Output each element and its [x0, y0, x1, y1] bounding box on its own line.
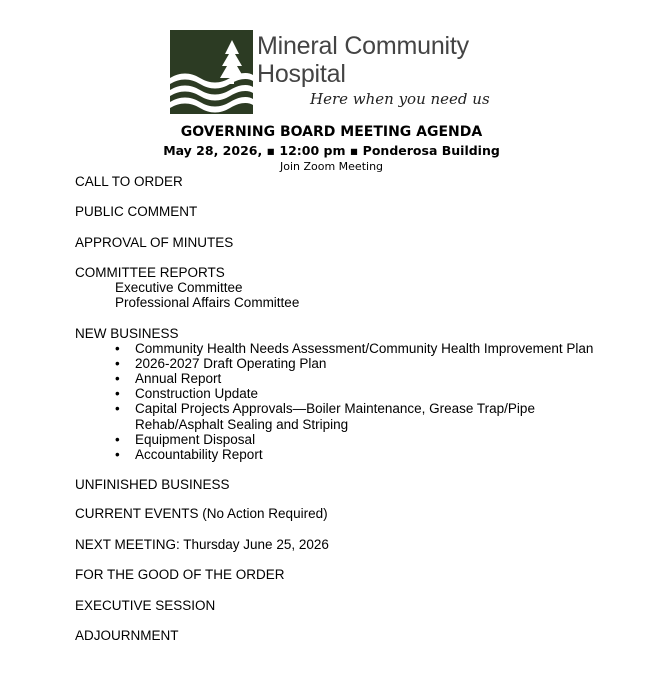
bullet-icon: • — [115, 386, 120, 401]
letterhead — [0, 0, 663, 178]
committee-item: Executive Committee — [115, 280, 243, 295]
zoom-link[interactable]: Join Zoom Meeting — [279, 160, 384, 173]
committee-item: Professional Affairs Committee — [115, 295, 300, 310]
org-name-line2: Hospital — [257, 60, 346, 88]
bullet-icon: • — [115, 341, 120, 356]
agenda-committee-reports: COMMITTEE REPORTS — [75, 265, 225, 280]
new-business-item-text: Annual Report — [135, 371, 222, 386]
new-business-item-text: Capital Projects Approvals—Boiler Maintenance, Grease Trap/Pipe — [135, 401, 535, 416]
agenda-executive-session: EXECUTIVE SESSION — [75, 598, 216, 613]
org-name-line1: Mineral Community — [257, 32, 469, 60]
agenda-adjournment: ADJOURNMENT — [75, 628, 179, 643]
new-business-item-text: Rehab/Asphalt Sealing and Striping — [135, 417, 349, 432]
page-title: GOVERNING BOARD MEETING AGENDA — [180, 124, 483, 140]
agenda-good-of-order: FOR THE GOOD OF THE ORDER — [75, 567, 285, 582]
new-business-item-text: Community Health Needs Assessment/Community Health Improvement Plan — [135, 341, 594, 356]
new-business-item-text: 2026-2027 Draft Operating Plan — [135, 356, 327, 371]
agenda-public-comment: PUBLIC COMMENT — [75, 204, 198, 219]
hospital-logo — [170, 30, 253, 114]
tree-and-waves-icon — [170, 30, 253, 114]
agenda-call-to-order: CALL TO ORDER — [75, 174, 183, 189]
agenda-current-events: CURRENT EVENTS (No Action Required) — [75, 506, 328, 521]
agenda-approval-minutes: APPROVAL OF MINUTES — [75, 235, 234, 250]
bullet-icon: • — [115, 447, 120, 462]
bullet-icon: • — [115, 371, 120, 386]
meeting-details: May 28, 2026, ▪ 12:00 pm ▪ Ponderosa Building — [163, 143, 500, 158]
new-business-item-text: Equipment Disposal — [135, 432, 256, 447]
bullet-icon: • — [115, 432, 120, 447]
new-business-item-text: Construction Update — [135, 386, 259, 401]
agenda-new-business: NEW BUSINESS — [75, 326, 179, 341]
agenda-next-meeting: NEXT MEETING: Thursday June 25, 2026 — [75, 537, 329, 552]
bullet-icon: • — [115, 356, 120, 371]
agenda-unfinished-business: UNFINISHED BUSINESS — [75, 477, 230, 492]
tagline: Here when you need us — [310, 90, 490, 108]
new-business-item-text: Accountability Report — [135, 447, 263, 462]
bullet-icon: • — [115, 401, 120, 416]
